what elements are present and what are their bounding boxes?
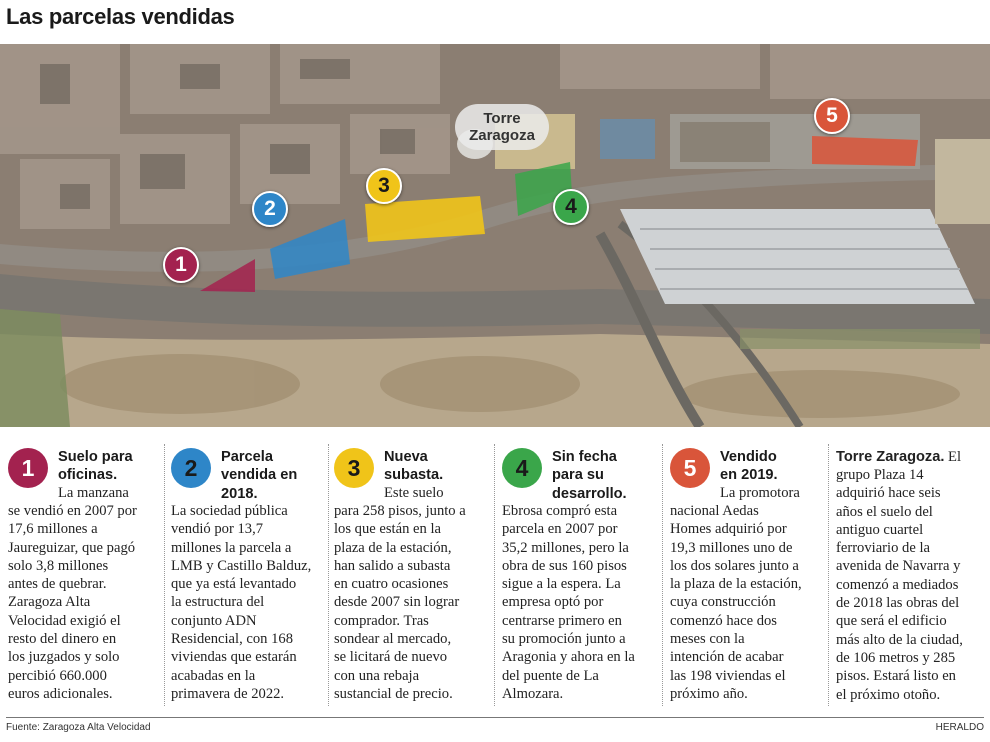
text-line: meses con la xyxy=(670,631,745,648)
text-line: Residencial, con 168 xyxy=(171,631,293,648)
parcel-5-area xyxy=(812,136,918,166)
column-divider xyxy=(494,444,495,706)
text-line: Aragonia y ahora en la xyxy=(502,649,635,666)
parcel-5-lead: La promotora xyxy=(720,485,800,501)
parcel-4-heading-line: desarrollo. xyxy=(552,485,627,502)
text-line: próximo año. xyxy=(670,685,748,702)
text-line: empresa optó por xyxy=(502,594,604,611)
column-divider xyxy=(662,444,663,706)
torre-first-line xyxy=(836,448,986,466)
map-marker-4: 4 xyxy=(553,189,589,225)
text-line: cuya construcción xyxy=(670,594,776,611)
parcel-4-heading xyxy=(552,448,654,503)
torre-label-line2: Zaragoza xyxy=(469,127,535,144)
text-line: de 106 metros y 285 xyxy=(836,649,956,666)
text-line: han salido a subasta xyxy=(334,557,451,574)
text-line: obra de sus 160 pisos xyxy=(502,557,627,574)
text-line: ferroviario de la xyxy=(836,540,930,557)
parcel-4-badge: 4 xyxy=(502,448,542,488)
text-line: años el suelo del xyxy=(836,503,933,520)
text-line: la estructura del xyxy=(171,594,265,611)
text-line: 19,3 millones uno de xyxy=(670,539,793,556)
parcel-1-body xyxy=(8,502,160,703)
torre-label-line1: Torre xyxy=(483,110,521,127)
torre-heading: Torre Zaragoza. xyxy=(836,449,945,465)
text-line: Ebrosa compró esta xyxy=(502,503,618,519)
text-line: resto del dinero en xyxy=(8,631,117,648)
column-divider xyxy=(328,444,329,706)
parcel-4-body xyxy=(502,502,654,703)
text-line: conjunto ADN xyxy=(171,612,257,629)
text-line: comprador. Tras xyxy=(334,612,429,629)
parcel-3-heading xyxy=(384,448,486,485)
parcel-4-heading-line: Sin fecha xyxy=(552,449,617,465)
text-line: comenzó hace dos xyxy=(670,612,777,629)
map-marker-3: 3 xyxy=(366,168,402,204)
parcel-1-lead: La manzana xyxy=(58,485,129,501)
text-line: acabadas en la xyxy=(171,667,256,684)
text-line: sigue a la espera. La xyxy=(502,576,621,593)
page-title: Las parcelas vendidas xyxy=(6,4,235,29)
text-line: intención de acabar xyxy=(670,649,784,666)
text-line: parcela en 2007 por xyxy=(502,521,618,538)
parcel-1-heading xyxy=(58,448,160,485)
parcel-3-heading-line: Nueva xyxy=(384,449,428,465)
parcel-4-text xyxy=(502,444,654,710)
text-line: 35,2 millones, pero la xyxy=(502,539,629,556)
text-line: primavera de 2022. xyxy=(171,685,285,702)
text-line: La sociedad pública xyxy=(171,503,288,519)
torre-zaragoza-text xyxy=(836,444,986,710)
parcel-descriptions xyxy=(0,444,990,710)
text-line: pisos. Estará listo en xyxy=(836,668,956,685)
text-line: de 2018 las obras del xyxy=(836,595,960,612)
column-divider xyxy=(828,444,829,706)
map-marker-5: 5 xyxy=(814,98,850,134)
parcel-3-lead: Este suelo xyxy=(384,485,444,501)
text-line: que será el edificio xyxy=(836,613,947,630)
text-line: millones la parcela a xyxy=(171,539,292,556)
parcel-3-heading-line: subasta. xyxy=(384,467,444,484)
text-line: en cuatro ocasiones xyxy=(334,576,449,593)
text-line: para 258 pisos, junto a xyxy=(334,503,466,519)
text-line: con una rebaja xyxy=(334,667,420,684)
torre-body xyxy=(836,466,986,704)
text-line: sustancial de precio. xyxy=(334,685,453,702)
parcel-2-heading-line: 2018. xyxy=(221,485,258,502)
text-line: los juzgados y solo xyxy=(8,649,120,666)
aerial-map xyxy=(0,44,990,427)
text-line: su promoción junto a xyxy=(502,631,626,648)
text-line: más alto de la ciudad, xyxy=(836,631,963,648)
text-line: solo 3,8 millones xyxy=(8,557,109,574)
text-line: se vendió en 2007 por xyxy=(8,503,137,519)
text-line: antiguo cuartel xyxy=(836,521,924,538)
text-line: vendió por 13,7 xyxy=(171,521,264,538)
text-line: los que están en la xyxy=(334,521,441,538)
text-line: viviendas que estarán xyxy=(171,649,297,666)
parcel-2-heading-line: Parcela xyxy=(221,449,273,465)
text-line: avenida de Navarra y xyxy=(836,558,961,575)
parcel-2-heading xyxy=(221,448,323,503)
parcel-3-body xyxy=(334,502,486,703)
parcel-5-text xyxy=(670,444,820,710)
parcel-1-text xyxy=(8,444,160,710)
parcel-5-heading-line: en 2019. xyxy=(720,467,778,484)
parcel-1-heading-line: oficinas. xyxy=(58,467,118,484)
text-line: 17,6 millones a xyxy=(8,521,98,538)
parcel-5-heading-line: Vendido xyxy=(720,449,777,465)
parcel-4-heading-line: para su xyxy=(552,467,604,484)
parcel-3-text xyxy=(334,444,486,710)
map-marker-1: 1 xyxy=(163,247,199,283)
text-line: comenzó a mediados xyxy=(836,576,959,593)
source-credit: Fuente: Zaragoza Alta Velocidad xyxy=(6,722,151,733)
text-line: antes de quebrar. xyxy=(8,576,107,593)
text-line: Velocidad exigió el xyxy=(8,612,121,629)
parcel-5-body xyxy=(670,502,820,703)
publisher-brand: HERALDO xyxy=(935,722,984,733)
text-line: Zaragoza Alta xyxy=(8,594,91,611)
text-line: los dos solares junto a xyxy=(670,557,799,574)
parcel-5-heading xyxy=(720,448,820,485)
parcel-2-badge: 2 xyxy=(171,448,211,488)
text-line: nacional Aedas xyxy=(670,503,759,519)
parcel-2-text xyxy=(171,444,323,710)
parcel-3-badge: 3 xyxy=(334,448,374,488)
text-line: desde 2007 sin lograr xyxy=(334,594,460,611)
text-line: Homes adquirió por xyxy=(670,521,787,538)
text-line: grupo Plaza 14 xyxy=(836,467,924,483)
text-line: LMB y Castillo Balduz, xyxy=(171,557,312,574)
text-line: Jaureguizar, que pagó xyxy=(8,539,136,556)
parcel-2-heading-line: vendida en xyxy=(221,467,298,484)
text-line: adquirió hace seis xyxy=(836,485,941,502)
parcel-1-heading-line: Suelo para xyxy=(58,449,133,465)
parcel-5-badge: 5 xyxy=(670,448,710,488)
torre-zaragoza-label xyxy=(455,104,549,150)
text-line: sondear al mercado, xyxy=(334,631,452,648)
text-line: se licitará de nuevo xyxy=(334,649,448,666)
text-line: el próximo otoño. xyxy=(836,686,941,703)
text-line: la plaza de la estación, xyxy=(670,576,802,593)
text-line: las 198 viviendas el xyxy=(670,667,786,684)
text-line: percibió 660.000 xyxy=(8,667,107,684)
parcel-1-badge: 1 xyxy=(8,448,48,488)
column-divider xyxy=(164,444,165,706)
text-line: que ya está levantado xyxy=(171,576,297,593)
footer-rule xyxy=(6,717,984,718)
torre-first-tail: El xyxy=(944,449,962,465)
text-line: del puente de La xyxy=(502,667,599,684)
text-line: plaza de la estación, xyxy=(334,539,452,556)
parcel-2-body xyxy=(171,502,323,703)
text-line: centrarse primero en xyxy=(502,612,622,629)
text-line: Almozara. xyxy=(502,685,564,702)
text-line: euros adicionales. xyxy=(8,685,113,702)
map-marker-2: 2 xyxy=(252,191,288,227)
